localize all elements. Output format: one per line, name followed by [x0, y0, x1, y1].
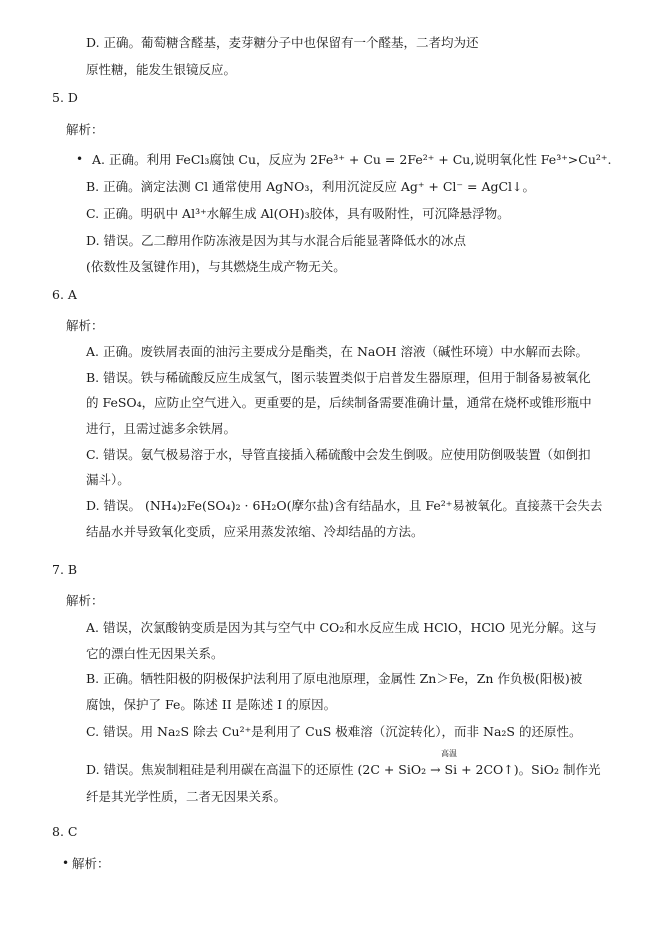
q6-option-d-line1: D. 错误。 (NH₄)₂Fe(SO₄)₂ · 6H₂O(摩尔盐)含有结晶水，且 Fe²⁺易被氧化。直接蒸干会失去 [86, 498, 603, 513]
q5-option-b: B. 正确。滴定法测 Cl 通常使用 AgNO₃，利用沉淀反应 Ag⁺ + Cl⁻ = AgCl↓。 [86, 179, 536, 194]
q6-option-b-line2: 的 FeSO₄，应防止空气进入。更重要的是，后续制备需要准确计量，通常在烧杯或锥形瓶中 [86, 395, 592, 410]
q7-option-b-line1: B. 正确。牺牲阳极的阴极保护法利用了原电池原理，金属性 Zn＞Fe，Zn 作负极(阳极)被 [86, 671, 583, 686]
q5-option-c: C. 正确。明矾中 Al³⁺水解生成 Al(OH)₃胶体，具有吸附性，可沉降悬浮物。 [86, 206, 510, 221]
q6-option-c-line2: 漏斗）。 [86, 472, 130, 487]
q7-option-d-line2: 纤是其光学性质，二者无因果关系。 [86, 789, 287, 804]
q8-header: 8. C [52, 824, 78, 839]
q5-option-d-line2: (依数性及氢键作用)，与其燃烧生成产物无关。 [86, 259, 346, 274]
q5-header: 5. D [52, 90, 78, 105]
q4-option-d-line1: D. 正确。葡萄糖含醛基，麦芽糖分子中也保留有一个醛基，二者均为还 [86, 35, 479, 50]
q4-option-d-line2: 原性糖，能发生银镜反应。 [86, 62, 237, 77]
bullet-icon: • [76, 152, 84, 166]
q7-option-b-line2: 腐蚀，保护了 Fe。陈述 II 是陈述 I 的原因。 [86, 697, 337, 712]
q6-option-b-line3: 进行，且需过滤多余铁屑。 [86, 421, 237, 436]
q5-analysis-label: 解析： [66, 122, 104, 137]
q6-option-c-line1: C. 错误。氨气极易溶于水，导管直接插入稀硫酸中会发生倒吸。应使用防倒吸装置（如倒扣 [86, 447, 591, 462]
q7-option-a-line1: A. 错误，次氯酸钠变质是因为其与空气中 CO₂和水反应生成 HClO，HClO 见光分解。这与 [86, 620, 597, 635]
q6-analysis-label: 解析： [66, 318, 104, 333]
q7-option-a-line2: 它的漂白性无因果关系。 [86, 646, 224, 661]
q6-option-a: A. 正确。废铁屑表面的油污主要成分是酯类，在 NaOH 溶液（碱性环境）中水解而去除。 [86, 344, 588, 359]
q7-option-c: C. 错误。用 Na₂S 除去 Cu²⁺是利用了 CuS 极难溶（沉淀转化），而非 Na₂S 的还原性。 [86, 724, 582, 739]
q6-option-b-line1: B. 错误。铁与稀硫酸反应生成氢气，图示装置类似于启普发生器原理，但用于制备易被氧化 [86, 370, 591, 385]
q6-option-d-line2: 结晶水并导致氧化变质，应采用蒸发浓缩、冷却结晶的方法。 [86, 524, 424, 539]
q7-option-d-line1: D. 错误。焦炭制粗硅是利用碳在高温下的还原性 (2C + SiO₂ → Si + 2CO↑)。SiO₂ 制作光 [86, 762, 601, 777]
q7-header: 7. B [52, 562, 78, 577]
q5-option-a: A. 正确。利用 FeCl₃腐蚀 Cu，反应为 2Fe³⁺ + Cu = 2Fe²⁺ + Cu,说明氧化性 Fe³⁺>Cu²⁺. [92, 152, 612, 167]
q7-analysis-label: 解析： [66, 593, 104, 608]
q8-analysis-label: 解析： [72, 856, 110, 871]
q5-option-d-line1: D. 错误。乙二醇用作防冻液是因为其与水混合后能显著降低水的冰点 [86, 233, 467, 248]
q6-header: 6. A [52, 287, 77, 302]
q7-reaction-condition: 高温 [441, 749, 457, 758]
bullet-icon: • [62, 856, 70, 870]
